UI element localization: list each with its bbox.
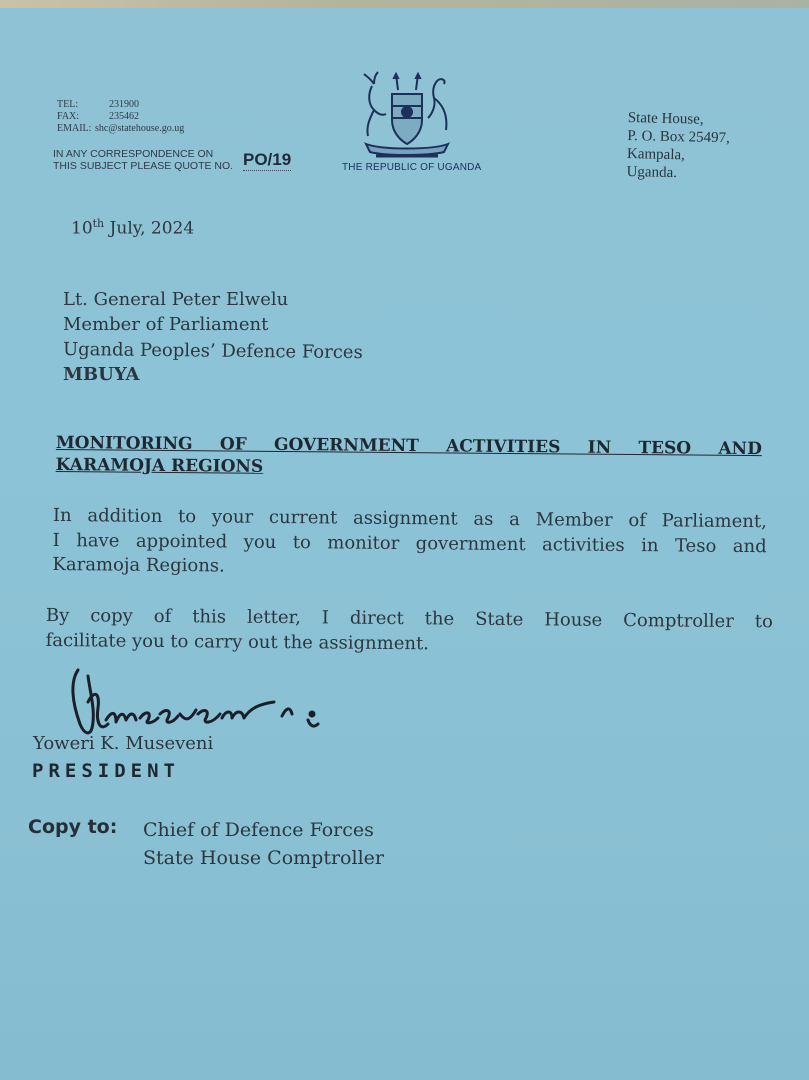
contact-block bbox=[57, 99, 184, 135]
recipient-block: Lt. General Peter Elwelu Member of Parliament Uganda Peoples’ Defence Forces MBUYA bbox=[62, 289, 363, 385]
fax-line: FAX: 235462 bbox=[57, 111, 139, 122]
signatory-name: Yoweri K. Museveni bbox=[33, 733, 214, 754]
copy-to-label: Copy to: bbox=[28, 816, 118, 838]
letter-date: 10th July, 2024 bbox=[71, 217, 195, 239]
email-line: EMAIL: shc@statehouse.go.ug bbox=[57, 123, 185, 134]
letter-subject: MONITORING OF GOVERNMENT ACTIVITIES IN TESO AND KARAMOJA REGIONS bbox=[55, 432, 762, 477]
republic-caption: THE REPUBLIC OF UGANDA bbox=[342, 162, 482, 173]
copy-recipients bbox=[143, 816, 384, 872]
tel-line: TEL: 231900 bbox=[57, 99, 139, 110]
coat-of-arms-icon bbox=[352, 70, 462, 162]
signatory-title: PRESIDENT bbox=[32, 760, 180, 782]
reference-number: PO/19 bbox=[243, 150, 292, 169]
quote-instruction: IN ANY CORRESPONDENCE ON THIS SUBJECT PLEASE QUOTE NO. bbox=[53, 148, 234, 172]
paragraph-directive: By copy of this letter, I direct the State House Comptroller to facilitate you to carry out the assignment. bbox=[45, 604, 773, 654]
recipient-name: Lt. General Peter Elwelu bbox=[63, 289, 289, 310]
photo-edge bbox=[0, 0, 809, 8]
paragraph-appointment: In addition to your current assignment as a Member of Parliament, I have appointed you to monitor government activities in Teso and Karamoja Regions. bbox=[52, 504, 767, 577]
recipient-location: MBUYA bbox=[63, 364, 140, 385]
sender-address: State House, P. O. Box 25497, Kampala, Uganda. bbox=[626, 109, 731, 182]
copy-recipient: Chief of Defence Forces bbox=[143, 819, 374, 841]
copy-recipient: State House Comptroller bbox=[143, 847, 384, 869]
